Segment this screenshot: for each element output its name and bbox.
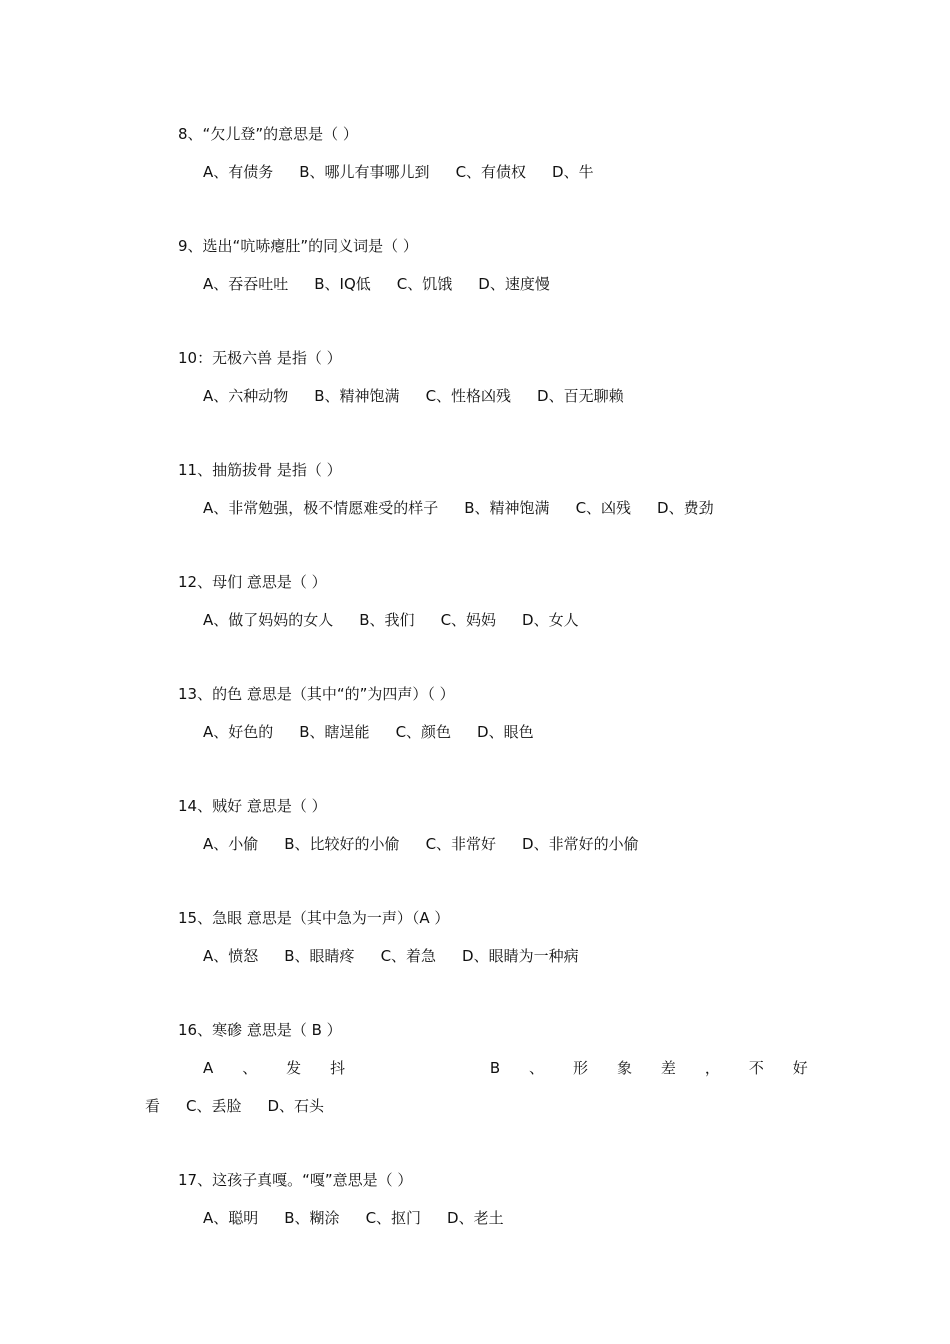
option-c: C、饥饿 (396, 275, 453, 293)
glyph: B (489, 1059, 501, 1077)
option-c: C、有债权 (455, 163, 527, 181)
glyph: 不 (748, 1059, 764, 1077)
option-c: C、非常好 (425, 835, 497, 853)
option-a: A、愤怒 (203, 947, 259, 965)
question-14-stem: 14、贼好 意思是（ ） (178, 797, 327, 815)
option-c: C、性格凶残 (425, 387, 512, 405)
option-c: C、抠门 (365, 1209, 422, 1227)
question-11-stem: 11、抽筋拔骨 是指（ ） (178, 461, 342, 479)
option-d: D、非常好的小偷 (522, 835, 639, 853)
question-10-stem: 10：无极六兽 是指（ ） (178, 349, 342, 367)
option-b: B、比较好的小偷 (284, 835, 400, 853)
option-a: A、聪明 (203, 1209, 259, 1227)
question-8-stem: 8、“欠儿登”的意思是（ ） (178, 125, 358, 143)
glyph: 、 (529, 1059, 545, 1077)
option-b: B、哪儿有事哪儿到 (299, 163, 430, 181)
question-17-stem: 17、这孩子真嘎。“嘎”意思是（ ） (178, 1171, 413, 1189)
question-14-options (203, 834, 639, 854)
option-b: B、眼睛疼 (284, 947, 355, 965)
option-d: D、眼睛为一种病 (462, 947, 579, 965)
option-d: D、眼色 (477, 723, 534, 741)
glyph: A (203, 1059, 214, 1077)
glyph: 形 (573, 1059, 589, 1077)
question-10-options (203, 386, 624, 406)
option-b: B、精神饱满 (314, 387, 400, 405)
question-12-stem: 12、母们 意思是（ ） (178, 573, 327, 591)
option-c: C、颜色 (395, 723, 452, 741)
option-a: A、小偷 (203, 835, 259, 853)
option-b: B、IQ低 (314, 275, 371, 293)
glyph: 差 (660, 1059, 676, 1077)
question-15-options (203, 946, 579, 966)
wrapped-text: 看 (145, 1097, 161, 1115)
option-d: D、速度慢 (478, 275, 550, 293)
option-a: A、好色的 (203, 723, 274, 741)
question-12-options (203, 610, 579, 630)
option-d: D、费劲 (657, 499, 714, 517)
option-c: C、凶残 (575, 499, 632, 517)
option-a: A、有债务 (203, 163, 274, 181)
glyph: 发 (286, 1059, 302, 1077)
glyph: 抖 (330, 1059, 346, 1077)
question-13-stem: 13、的色 意思是（其中“的”为四声）（ ） (178, 685, 455, 703)
option-c: C、妈妈 (440, 611, 497, 629)
glyph: ， (704, 1059, 720, 1077)
question-16-justified-line (203, 1058, 808, 1078)
option-b: B、精神饱满 (464, 499, 550, 517)
question-13-options (203, 722, 534, 742)
question-16-stem: 16、寒碜 意思是（ B ） (178, 1021, 342, 1039)
question-16-wrap-line (145, 1096, 324, 1116)
option-b: B、糊涂 (284, 1209, 340, 1227)
glyph: 、 (242, 1059, 258, 1077)
question-17-options (203, 1208, 504, 1228)
option-a: A、非常勉强，极不情愿难受的样子 (203, 499, 439, 517)
option-a: A、六种动物 (203, 387, 289, 405)
option-b: B、我们 (359, 611, 415, 629)
glyph: 象 (616, 1059, 632, 1077)
option-d: D、石头 (267, 1097, 325, 1115)
question-15-stem: 15、急眼 意思是（其中急为一声）（A ） (178, 909, 450, 927)
question-8-options (203, 162, 594, 182)
option-d: D、女人 (522, 611, 579, 629)
question-11-options (203, 498, 714, 518)
option-b: B、瞎逞能 (299, 723, 370, 741)
option-a: A、吞吞吐吐 (203, 275, 289, 293)
question-9-options (203, 274, 550, 294)
option-d: D、老土 (447, 1209, 504, 1227)
option-c: C、着急 (380, 947, 437, 965)
option-d: D、牛 (552, 163, 594, 181)
option-a: A、做了妈妈的女人 (203, 611, 334, 629)
option-c: C、丢脸 (186, 1097, 242, 1115)
glyph: 好 (792, 1059, 808, 1077)
question-9-stem: 9、选出“吭哧瘪肚”的同义词是（ ） (178, 237, 418, 255)
option-d: D、百无聊赖 (537, 387, 624, 405)
